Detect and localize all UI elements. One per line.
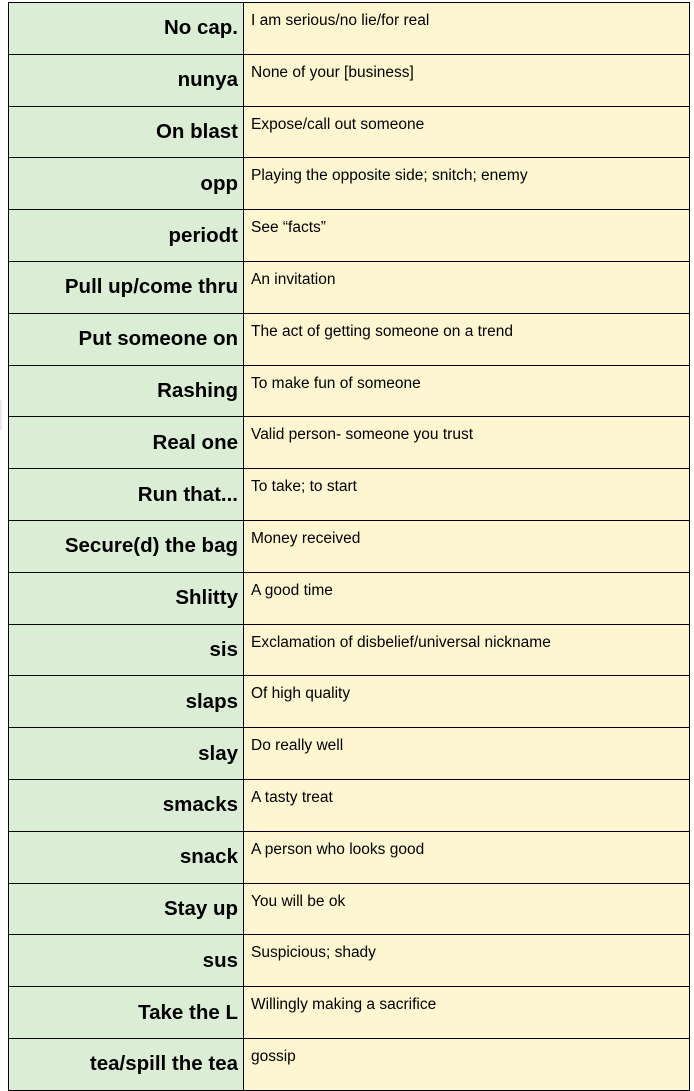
definition-cell: Money received bbox=[244, 520, 690, 572]
table-row bbox=[9, 261, 690, 313]
table-row bbox=[9, 469, 690, 521]
table-row bbox=[9, 883, 690, 935]
term-cell: Run that... bbox=[9, 469, 244, 521]
page-edge-mark bbox=[0, 400, 2, 430]
term-cell: Take the L bbox=[9, 987, 244, 1039]
definition-cell: The act of getting someone on a trend bbox=[244, 313, 690, 365]
table-row bbox=[9, 313, 690, 365]
term-cell: Secure(d) the bag bbox=[9, 520, 244, 572]
definition-cell: An invitation bbox=[244, 261, 690, 313]
slang-glossary-table bbox=[8, 2, 690, 1091]
term-cell: tea/spill the tea bbox=[9, 1038, 244, 1090]
definition-cell: A good time bbox=[244, 572, 690, 624]
term-cell: sus bbox=[9, 935, 244, 987]
table-row bbox=[9, 831, 690, 883]
definition-cell: Exclamation of disbelief/universal nickname bbox=[244, 624, 690, 676]
term-cell: Rashing bbox=[9, 365, 244, 417]
table-row bbox=[9, 728, 690, 780]
table-row bbox=[9, 779, 690, 831]
definition-cell: Of high quality bbox=[244, 676, 690, 728]
term-cell: Real one bbox=[9, 417, 244, 469]
term-cell: sis bbox=[9, 624, 244, 676]
table-row bbox=[9, 676, 690, 728]
term-cell: Pull up/come thru bbox=[9, 261, 244, 313]
definition-cell: gossip bbox=[244, 1038, 690, 1090]
definition-cell: I am serious/no lie/for real bbox=[244, 3, 690, 55]
term-cell: periodt bbox=[9, 210, 244, 262]
term-cell: On blast bbox=[9, 106, 244, 158]
term-cell: Stay up bbox=[9, 883, 244, 935]
table-row bbox=[9, 1038, 690, 1090]
table-row bbox=[9, 572, 690, 624]
table-row bbox=[9, 54, 690, 106]
table-row bbox=[9, 624, 690, 676]
table-row bbox=[9, 158, 690, 210]
definition-cell: Valid person- someone you trust bbox=[244, 417, 690, 469]
table-row bbox=[9, 987, 690, 1039]
definition-cell: You will be ok bbox=[244, 883, 690, 935]
definition-cell: A person who looks good bbox=[244, 831, 690, 883]
definition-cell: Suspicious; shady bbox=[244, 935, 690, 987]
table-row bbox=[9, 210, 690, 262]
definition-cell: To make fun of someone bbox=[244, 365, 690, 417]
table-row bbox=[9, 3, 690, 55]
table-row bbox=[9, 935, 690, 987]
definition-cell: Playing the opposite side; snitch; enemy bbox=[244, 158, 690, 210]
term-cell: Shlitty bbox=[9, 572, 244, 624]
term-cell: opp bbox=[9, 158, 244, 210]
definition-cell: To take; to start bbox=[244, 469, 690, 521]
term-cell: slay bbox=[9, 728, 244, 780]
term-cell: snack bbox=[9, 831, 244, 883]
definition-cell: A tasty treat bbox=[244, 779, 690, 831]
table-row bbox=[9, 417, 690, 469]
definition-cell: None of your [business] bbox=[244, 54, 690, 106]
table-row bbox=[9, 365, 690, 417]
term-cell: nunya bbox=[9, 54, 244, 106]
definition-cell: Willingly making a sacrifice bbox=[244, 987, 690, 1039]
table-row bbox=[9, 520, 690, 572]
term-cell: smacks bbox=[9, 779, 244, 831]
term-cell: slaps bbox=[9, 676, 244, 728]
definition-cell: Do really well bbox=[244, 728, 690, 780]
definition-cell: See “facts” bbox=[244, 210, 690, 262]
table-row bbox=[9, 106, 690, 158]
term-cell: Put someone on bbox=[9, 313, 244, 365]
term-cell: No cap. bbox=[9, 3, 244, 55]
definition-cell: Expose/call out someone bbox=[244, 106, 690, 158]
